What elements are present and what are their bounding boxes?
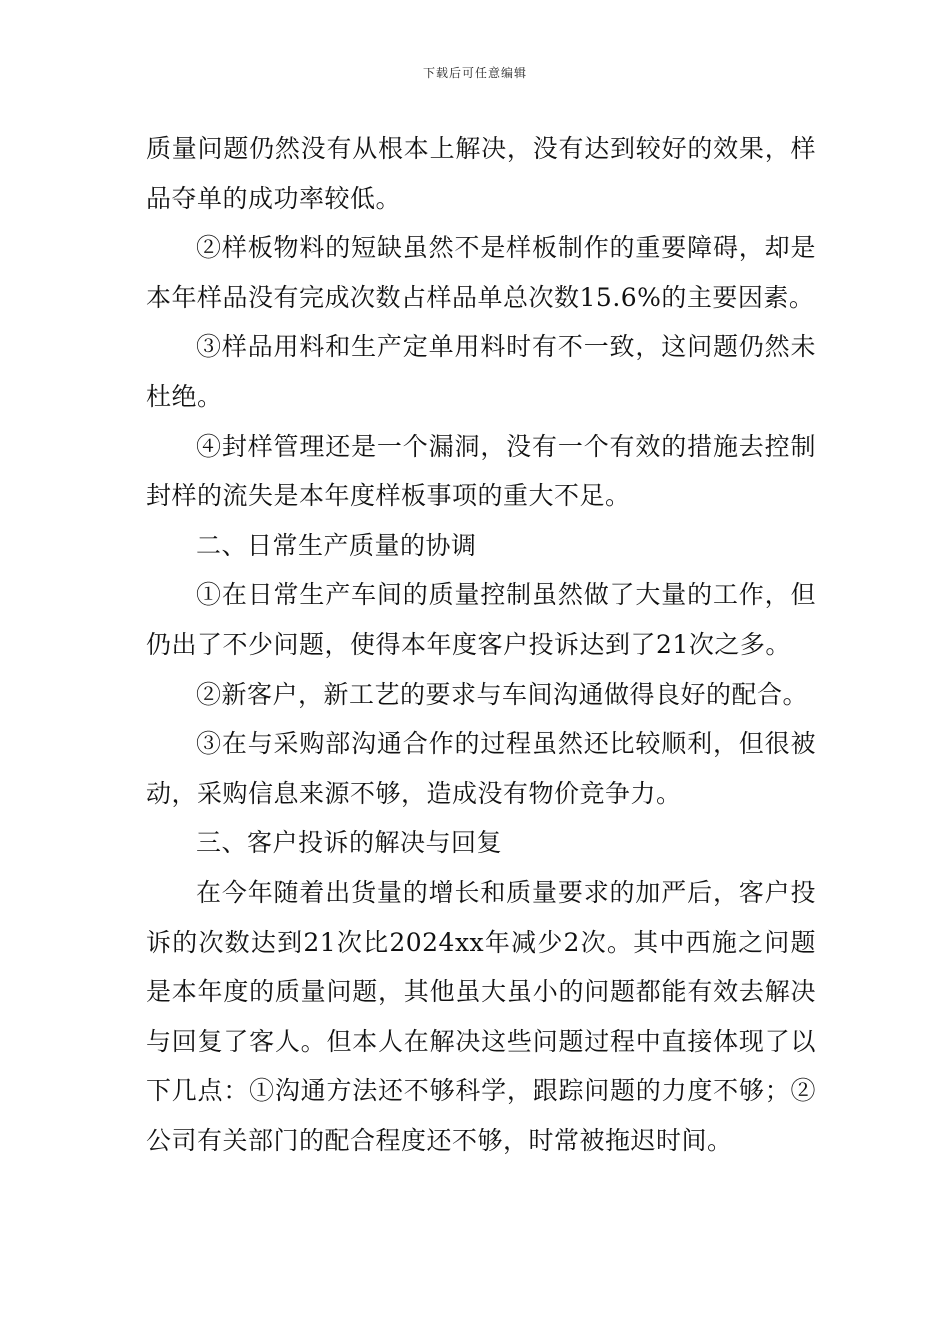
paragraph-4: ④封样管理还是一个漏洞，没有一个有效的措施去控制封样的流失是本年度样板事项的重大不足。 bbox=[146, 431, 816, 511]
paragraph-7: ③在与采购部沟通合作的过程虽然还比较顺利，但很被动，采购信息来源不够，造成没有物价竞争力。 bbox=[146, 729, 816, 808]
section-heading-2: 二、日常生产质量的协调 bbox=[196, 530, 477, 560]
paragraph-8: 在今年随着出货量的增长和质量要求的加严后，客户投诉的次数达到21次比2024xx年减少2次。其中西施之问题是本年度的质量问题，其他虽大虽小的问题都能有效去解决与回复了客人。但本人在解决这些问题过程中直接体现了以下几点：①沟通方法还不够科学，跟踪问题的力度不够；②公司有关部门的配合程度还不够，时常被拖迟时间。 bbox=[146, 877, 816, 1155]
paragraph-6: ②新客户，新工艺的要求与车间沟通做得良好的配合。 bbox=[196, 679, 809, 709]
paragraph-1: 质量问题仍然没有从根本上解决，没有达到较好的效果，样品夺单的成功率较低。 bbox=[146, 134, 816, 213]
paragraph-5: ①在日常生产车间的质量控制虽然做了大量的工作，但仍出了不少问题，使得本年度客户投诉达到了21次之多。 bbox=[146, 580, 816, 659]
document-body bbox=[146, 124, 816, 1165]
paragraph-2: ②样板物料的短缺虽然不是样板制作的重要障碍，却是本年样品没有完成次数占样品单总次数15.6%的主要因素。 bbox=[146, 233, 816, 312]
paragraph-3: ③样品用料和生产定单用料时有不一致，这问题仍然未杜绝。 bbox=[146, 332, 816, 411]
page-header: 下载后可任意编辑 bbox=[422, 66, 527, 80]
section-heading-3: 三、客户投诉的解决与回复 bbox=[196, 828, 503, 858]
